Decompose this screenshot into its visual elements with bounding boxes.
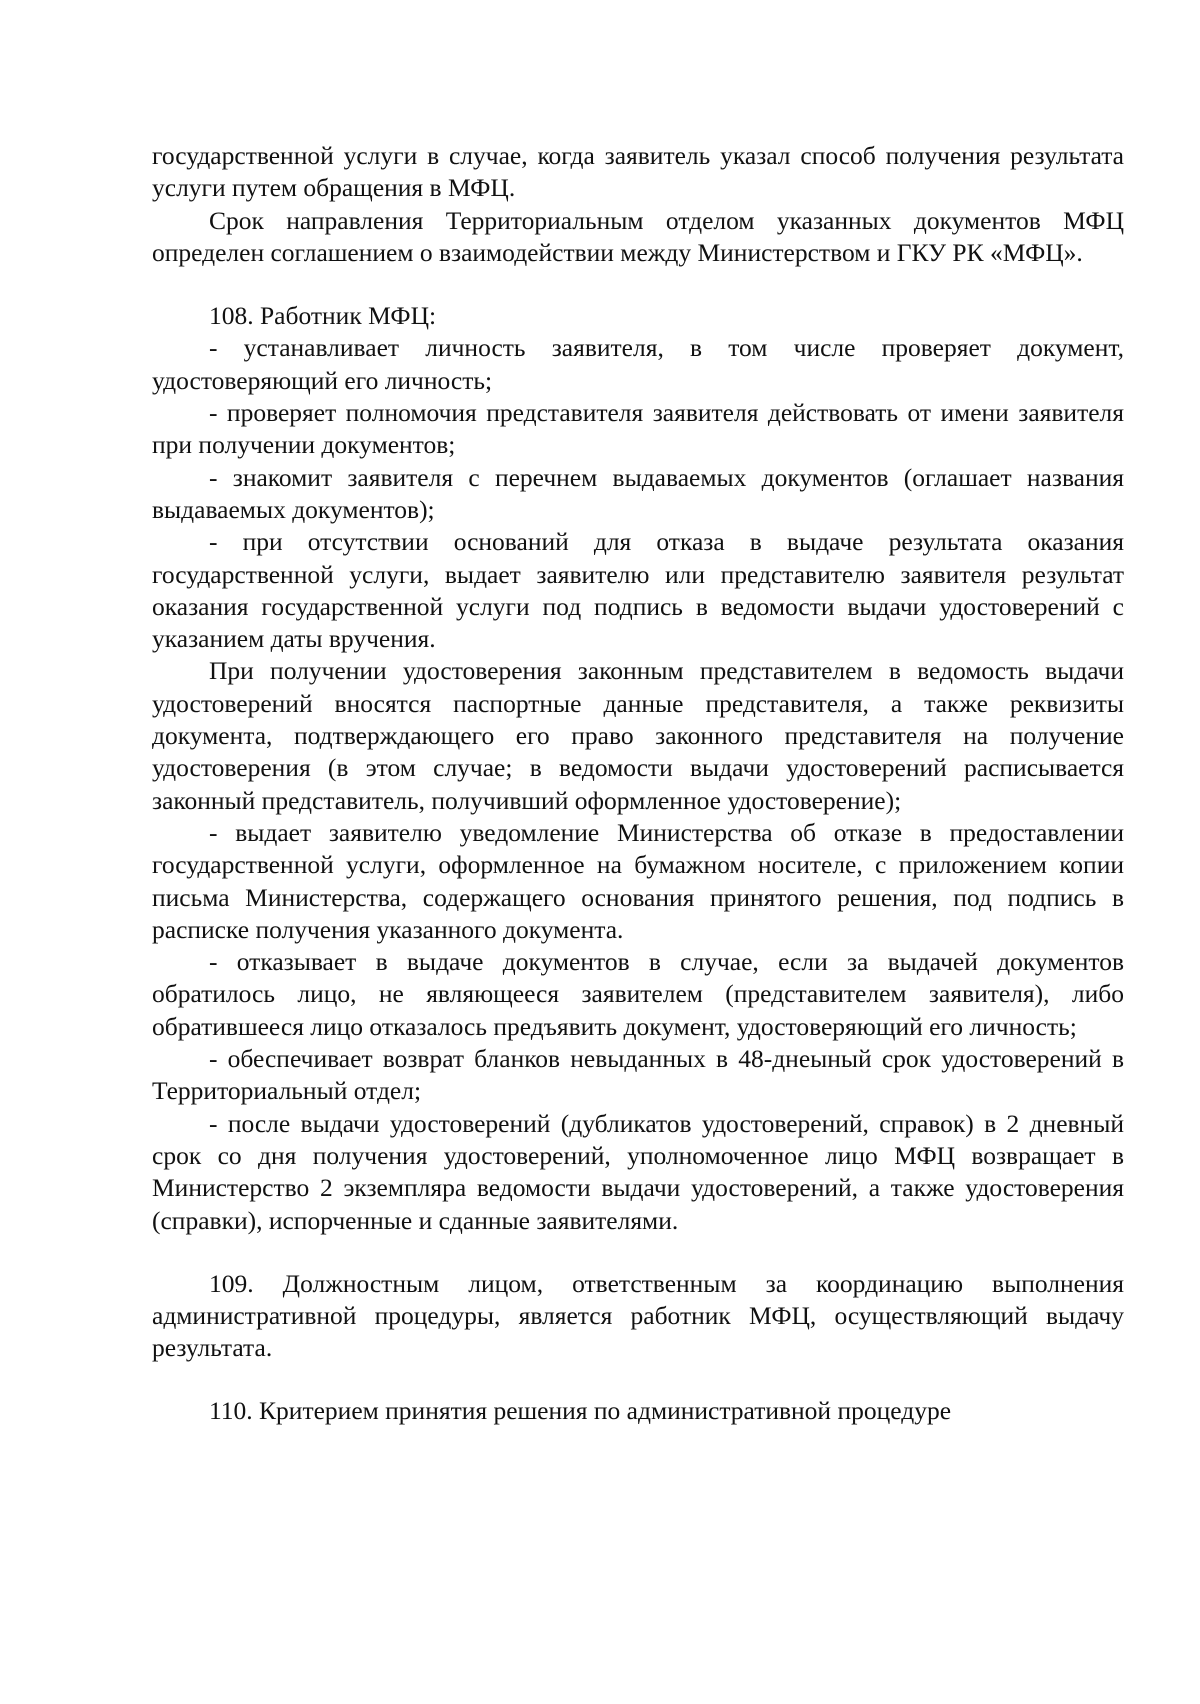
- clause-110: 110. Критерием принятия решения по административной процедуре: [209, 1395, 952, 1425]
- paragraph-continuation: государственной услуги в случае, когда заявитель указал способ получения результата услуги путем обращения в МФЦ.: [152, 141, 1124, 203]
- clause-108-item-authority: - проверяет полномочия представителя заявителя действовать от имени заявителя при получении документов;: [152, 398, 1124, 460]
- paragraph-spacer: [152, 1365, 1124, 1395]
- clause-108-item-identity: - устанавливает личность заявителя, в том числе проверяет документ, удостоверяющий его личность;: [152, 333, 1124, 395]
- clause-108-item-return-blanks: - обеспечивает возврат бланков невыданных в 48-днеыный срок удостоверений в Территориальный отдел;: [152, 1044, 1124, 1106]
- paragraph-deadline: Срок направления Территориальным отделом указанных документов МФЦ определен соглашением о взаимодействии между Министерством и ГКУ РК «МФЦ».: [152, 205, 1124, 267]
- clause-109: 109. Должностным лицом, ответственным за координацию выполнения административной процедуры, является работник МФЦ, осуществляющий выдачу результата.: [152, 1268, 1124, 1363]
- clause-108-item-refuse-issue: - отказывает в выдаче документов в случае, если за выдачей документов обратилось лицо, не являющееся заявителем (представителем заявителя), либо обратившееся лицо отказалось предъявить документ, удостоверяющий его личность;: [152, 947, 1124, 1041]
- clause-108-item-refusal-notice: - выдает заявителю уведомление Министерства об отказе в предоставлении государственной услуги, оформленное на бумажном носителе, с приложением копии письма Министерства, содержащего основания принятого решения, под подпись в расписке получения указанного документа.: [152, 817, 1124, 944]
- clause-108-heading: 108. Работник МФЦ:: [209, 301, 437, 331]
- clause-108-item-return-records: - после выдачи удостоверений (дубликатов удостоверений, справок) в 2 дневный срок со дня получения удостоверений, уполномоченное лицо МФЦ возвращает в Министерство 2 экземпляра ведомости выдачи удостоверений, а также удостоверения (справки), испорченные и сданные заявителями.: [152, 1108, 1124, 1235]
- document-page: [152, 140, 1124, 1427]
- clause-108-item-documents-list: - знакомит заявителя с перечнем выдаваемых документов (оглашает названия выдаваемых документов);: [152, 462, 1124, 524]
- paragraph-spacer: [152, 269, 1124, 300]
- clause-108-legal-representative: При получении удостоверения законным представителем в ведомость выдачи удостоверений вносятся паспортные данные представителя, а также реквизиты документа, подтверждающего его право законного представителя на получение удостоверения (в этом случае; в ведомости выдачи удостоверений расписывается законный представитель, получивший оформленное удостоверение);: [152, 656, 1124, 815]
- paragraph-spacer: [152, 1237, 1124, 1268]
- clause-108-item-issue-result: - при отсутствии оснований для отказа в выдаче результата оказания государственной услуги, выдает заявителю или представителю заявителя результат оказания государственной услуги под подпись в ведомости выдачи удостоверений с указанием даты вручения.: [152, 527, 1124, 654]
